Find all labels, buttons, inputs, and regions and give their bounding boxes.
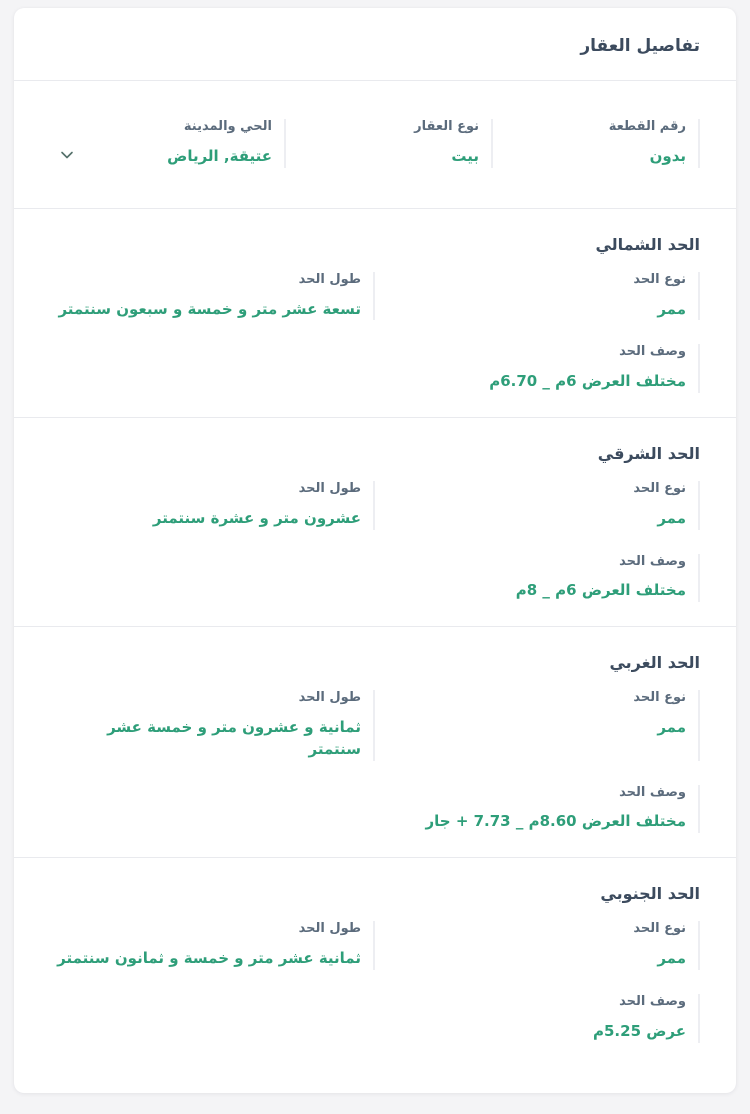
field-value: ممر [657, 718, 686, 737]
field-label: رقم القطعة [608, 119, 686, 134]
field-property-type [286, 119, 493, 168]
boundary-description-field [50, 785, 700, 834]
field-label: نوع الحد [633, 271, 686, 287]
field-label: وصف الحد [619, 784, 686, 800]
boundary-description-field [50, 554, 700, 603]
property-details-card [14, 8, 736, 1093]
field-value: ممر [657, 949, 686, 968]
boundary-type-field [375, 481, 700, 530]
field-label: طول الحد [298, 921, 361, 937]
boundary-fields-row [50, 690, 700, 760]
field-value: تسعة عشر متر و خمسة و سبعون سنتمتر [58, 299, 361, 318]
boundary-type-field [375, 272, 700, 321]
section-title: الحد الشمالي [595, 234, 700, 254]
field-label: نوع الحد [633, 480, 686, 496]
section-title: الحد الجنوبي [600, 884, 700, 904]
field-district-city [79, 119, 286, 168]
field-value: مختلف العرض 6م _ 6.70م [489, 372, 686, 391]
field-value: ثمانية و عشرون متر و خمسة عشر سنتمتر [107, 718, 361, 758]
section-title: الحد الشرقي [597, 443, 700, 463]
boundary-section-south [14, 858, 736, 1066]
field-label: طول الحد [298, 480, 361, 496]
boundary-length-field [50, 481, 375, 530]
boundary-description-field [50, 994, 700, 1043]
boundary-length-field [50, 921, 375, 970]
field-value: عرض 5.25م [593, 1021, 686, 1040]
boundary-description-field [50, 344, 700, 393]
field-value: عتيقة, الرياض [167, 146, 272, 165]
boundary-type-field [375, 690, 700, 760]
page-title: تفاصيل العقار [580, 36, 700, 56]
boundary-section-west [14, 627, 736, 857]
field-value: ممر [657, 508, 686, 527]
property-summary-row [50, 119, 700, 168]
field-label: وصف الحد [619, 993, 686, 1009]
collapse-toggle-button[interactable] [55, 143, 79, 167]
field-label: نوع العقار [414, 119, 479, 134]
field-value: مختلف العرض 8.60م _ 7.73 + جار [425, 812, 686, 831]
field-label: الحي والمدينة [183, 119, 272, 134]
field-label: وصف الحد [619, 553, 686, 569]
boundary-section-north [14, 209, 736, 417]
field-value: بيت [451, 146, 479, 165]
field-label: طول الحد [298, 690, 361, 706]
field-label: نوع الحد [633, 690, 686, 706]
field-label: نوع الحد [633, 921, 686, 937]
chevron-down-icon [59, 151, 75, 166]
boundary-length-field [50, 272, 375, 321]
boundary-type-field [375, 921, 700, 970]
field-value: مختلف العرض 6م _ 8م [515, 581, 686, 600]
boundary-length-field [50, 690, 375, 760]
boundary-fields-row [50, 272, 700, 321]
field-plot-number [493, 119, 700, 168]
property-summary [14, 81, 736, 208]
field-value: ممر [657, 299, 686, 318]
boundary-section-east [14, 418, 736, 626]
field-value: بدون [649, 146, 686, 165]
field-value: ثمانية عشر متر و خمسة و ثمانون سنتمتر [57, 949, 361, 968]
field-label: وصف الحد [619, 344, 686, 360]
section-title: الحد الغربي [609, 653, 700, 673]
boundary-fields-row [50, 481, 700, 530]
field-label: طول الحد [298, 271, 361, 287]
field-value: عشرون متر و عشرة سنتمتر [152, 508, 361, 527]
boundary-fields-row [50, 921, 700, 970]
